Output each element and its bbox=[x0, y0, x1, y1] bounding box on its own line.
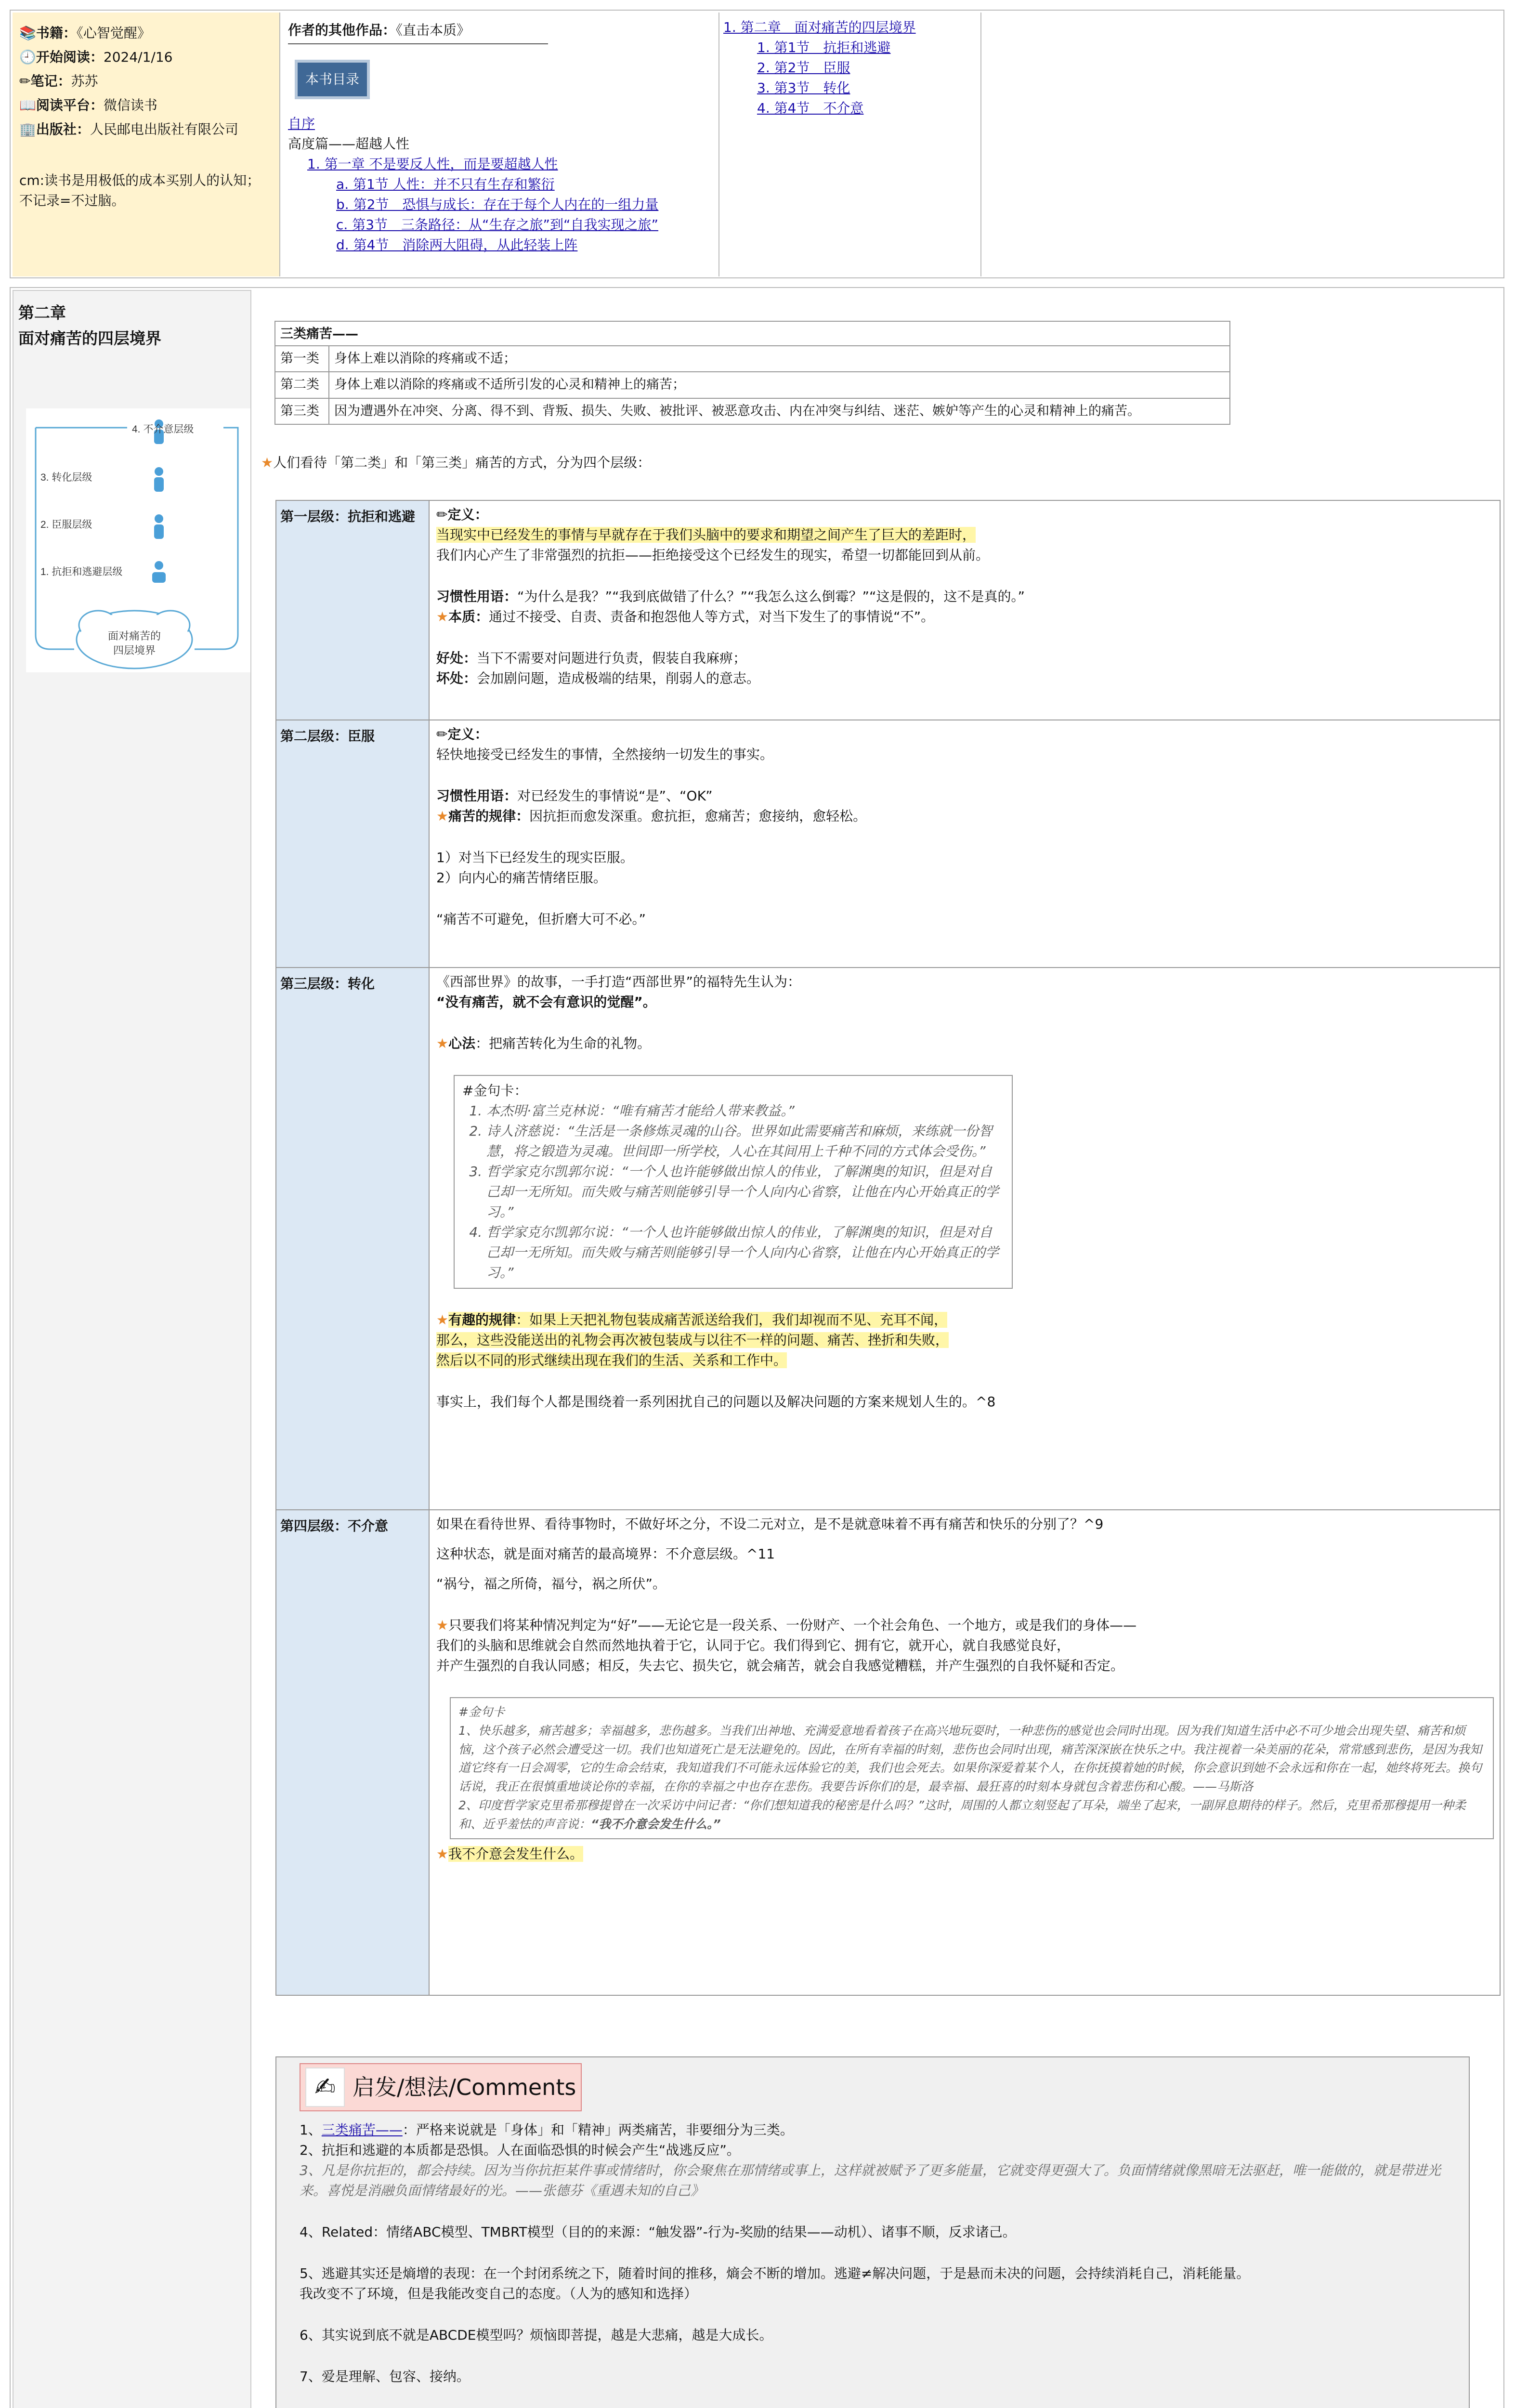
reader-icon: 📖 bbox=[19, 97, 36, 113]
header-panel bbox=[10, 10, 1504, 278]
works-title-label: 作者的其他作品： bbox=[288, 22, 396, 38]
quote-item: 4. 哲学家克尔凯郭尔说：“一个人也许能够做出惊人的伟业，了解渊奥的知识，但是对自己却一无所知。而失败与痛苦则能够引导一个人向内心省察，让他在内心开始真正的学习。” bbox=[486, 1222, 1004, 1283]
intro-text: 人们看待「第二类」和「第三类」痛苦的方式，分为四个层级： bbox=[273, 455, 651, 471]
reading-note-line1: cm:读书是用极低的成本买别人的认知； bbox=[19, 172, 261, 188]
level4-block bbox=[275, 1509, 1501, 1996]
chapter2-link[interactable]: 1. 第二章 面对痛苦的四层境界 bbox=[723, 19, 916, 35]
comment-text: 7、爱是理解、包容、接纳。 bbox=[300, 2369, 470, 2384]
book-label: 书籍： bbox=[36, 25, 77, 41]
pencil-icon: ✏ bbox=[436, 726, 448, 742]
level1-label: 第一层级：抗拒和逃避 bbox=[276, 501, 430, 720]
comment-text: 5、逃避其实还是熵增的表现：在一个封闭系统之下，随着时间的推移，熵会不断的增加。逃避≠解决问题，于是悬而未决的问题，会持续消耗自己，消耗能量。 bbox=[300, 2265, 1250, 2281]
level2-block bbox=[275, 720, 1501, 968]
star-icon: ★ bbox=[436, 808, 449, 824]
pain-table-header: 三类痛苦—— bbox=[275, 321, 1230, 346]
pencil-icon: ✏ bbox=[19, 73, 31, 89]
level4-body bbox=[431, 1510, 1500, 1868]
rule-text: 因抗拒而愈发深重。愈抗拒，愈痛苦；愈接纳，愈轻松。 bbox=[529, 808, 867, 824]
quote-item: 3. 哲学家克尔凯郭尔说：“一个人也许能够做出惊人的伟业，了解渊奥的知识，但是对自己却一无所知。而失败与痛苦则能够引导一个人向内心省察，让他在内心开始真正的学习。” bbox=[486, 1162, 1004, 1222]
quote-card-title: #金句卡： bbox=[462, 1083, 528, 1099]
list-item: 1）对当下已经发生的现实臣服。 bbox=[436, 850, 634, 865]
def-text: 轻快地接受已经发生的事情，全然接纳一切发生的事实。 bbox=[436, 746, 774, 762]
fact-text: 事实上，我们每个人都是围绕着一系列困扰自己的问题以及解决问题的方案来规划人生的。^8 bbox=[436, 1394, 996, 1410]
comment-text: ：严格来说就是「身体」和「精神」两类痛苦，非要细分为三类。 bbox=[402, 2122, 794, 2138]
section-link[interactable]: d. 第4节 消除两大阻碍，从此轻装上阵 bbox=[336, 237, 578, 253]
comment-text: 3、凡是你抗拒的，都会持续。因为当你抗拒某件事或情绪时，你会聚焦在那情绪或事上，这样就被赋予了更多能量，它就变得更强大了。负面情绪就像黑暗无法驱赶，唯一能做的，就是带进光来。喜悦是消融负面情绪最好的光。——张德芬《重遇未知的自己》 bbox=[300, 2162, 1441, 2199]
publisher-row bbox=[19, 119, 273, 140]
chapter-sidebar bbox=[13, 290, 251, 2408]
comments-header bbox=[300, 2063, 582, 2111]
final-line: 我不介意会发生什么。 bbox=[448, 1846, 584, 1862]
works-title-value: 《直击本质》 bbox=[396, 22, 470, 38]
platform-label: 阅读平台： bbox=[36, 97, 104, 113]
diagram-center-line2: 四层境界 bbox=[113, 644, 156, 656]
table-row bbox=[275, 346, 1230, 372]
def-line2: 我们内心产生了非常强烈的抗拒——拒绝接受这个已经发生的现实，希望一切都能回到从前。 bbox=[436, 547, 990, 563]
works-panel bbox=[281, 13, 719, 276]
pain-types-table bbox=[274, 321, 1230, 425]
platform-value: 微信读书 bbox=[103, 97, 157, 113]
section-link[interactable]: c. 第3节 三条路径：从“生存之旅”到“自我实现之旅” bbox=[336, 217, 659, 233]
chapter1-link[interactable]: 1. 第一章 不是要反人性，而是要超越人性 bbox=[307, 156, 558, 172]
reading-note-line2: 不记录=不过脑。 bbox=[19, 193, 125, 209]
part-title: 高度篇——超越人性 bbox=[288, 136, 410, 152]
story-line2: “没有痛苦，就不会有意识的觉醒”。 bbox=[436, 994, 656, 1010]
intro-line bbox=[261, 453, 651, 473]
pain-desc-cell: 身体上难以消除的疼痛或不适所引发的心灵和精神上的痛苦； bbox=[329, 372, 1230, 398]
publisher-label: 出版社： bbox=[36, 121, 90, 137]
level4-line: 这种状态，就是面对痛苦的最高境界：不介意层级。^11 bbox=[436, 1546, 775, 1562]
habit-text: 对已经发生的事情说“是”、“OK” bbox=[517, 788, 713, 804]
section-link[interactable]: b. 第2节 恐惧与成长：存在于每个人内在的一组力量 bbox=[336, 196, 659, 212]
publisher-value: 人民邮电出版社有限公司 bbox=[90, 121, 238, 137]
star-icon: ★ bbox=[436, 609, 449, 625]
def-line1: 当现实中已经发生的事情与早就存在于我们头脑中的要求和期望之间产生了巨大的差距时， bbox=[436, 527, 976, 543]
chapter-number: 第二章 bbox=[18, 303, 66, 322]
chapter-title: 面对痛苦的四层境界 bbox=[18, 328, 161, 348]
star-icon: ★ bbox=[436, 1617, 449, 1633]
publisher-icon: 🏢 bbox=[19, 121, 36, 137]
fun-line1: ：如果上天把礼物包装成痛苦派送给我们，我们却视而不见、充耳不闻， bbox=[516, 1312, 948, 1328]
level3-label: 第三层级：转化 bbox=[276, 968, 430, 1509]
table-row bbox=[275, 398, 1230, 425]
def-label: 定义： bbox=[447, 726, 488, 742]
notes-value: 苏苏 bbox=[71, 73, 98, 89]
fun-line2: 那么，这些没能送出的礼物会再次被包装成与以往不一样的问题、痛苦、挫折和失败， bbox=[436, 1332, 949, 1348]
star-icon: ★ bbox=[436, 1312, 449, 1328]
pain-type-cell: 第三类 bbox=[275, 398, 329, 425]
habit-text: “为什么是我？”“我到底做错了什么？”“我怎么这么倒霉？”“这是假的，这不是真的。” bbox=[517, 589, 1025, 604]
comment-text: 6、其实说到底不就是ABCDE模型吗？烦恼即菩提，越是大悲痛，越是大成长。 bbox=[300, 2327, 773, 2343]
section-link[interactable]: a. 第1节 人性：并不只有生存和繁衍 bbox=[336, 176, 555, 192]
pencil-icon: ✏ bbox=[436, 507, 448, 523]
good-text: 当下不需要对问题进行负责，假装自我麻痹； bbox=[477, 650, 747, 666]
toc-button[interactable]: 本书目录 bbox=[295, 60, 370, 99]
chapnav-item[interactable]: 2. 第2节 臣服 bbox=[757, 60, 850, 76]
level2-text: 2. 臣服层级 bbox=[40, 519, 92, 530]
level3-body bbox=[431, 968, 1500, 1416]
level2-body bbox=[431, 720, 1500, 933]
notes-label: 笔记： bbox=[30, 73, 71, 89]
preface-link[interactable]: 自序 bbox=[288, 116, 315, 131]
chapnav-item[interactable]: 1. 第1节 抗拒和逃避 bbox=[757, 39, 891, 55]
platform-row bbox=[19, 95, 273, 116]
level4-line: 只要我们将某种情况判定为“好”——无论它是一段关系、一份财产、一个社会角色、一个地方，或是我们的身体—— bbox=[448, 1617, 1137, 1633]
comment-num: 1、 bbox=[300, 2122, 322, 2138]
level4-text: 4. 不介意层级 bbox=[132, 424, 194, 435]
bad-text: 会加剧问题，造成极端的结果，削弱人的意志。 bbox=[477, 670, 760, 686]
fun-line3: 然后以不同的形式继续出现在我们的生活、关系和工作中。 bbox=[436, 1352, 787, 1368]
rule-label: 痛苦的规律： bbox=[448, 808, 530, 824]
start-value: 2024/1/16 bbox=[103, 49, 173, 65]
pain-types-link[interactable]: 三类痛苦—— bbox=[321, 2122, 403, 2138]
book-meta bbox=[13, 13, 280, 276]
quote-card bbox=[450, 1697, 1494, 1839]
chapnav-item[interactable]: 3. 第3节 转化 bbox=[757, 80, 850, 96]
comment-text: 2、抗拒和逃避的本质都是恐惧。人在面临恐惧的时候会产生“战逃反应”。 bbox=[300, 2142, 740, 2158]
def-label: 定义： bbox=[447, 507, 488, 523]
book-row bbox=[19, 23, 273, 43]
book-icon: 📚 bbox=[19, 25, 36, 41]
level2-label: 第二层级：臣服 bbox=[276, 720, 430, 967]
quote-item: 2. 诗人济慈说：“生活是一条修炼灵魂的山谷。世界如此需要痛苦和麻烦，来练就一份智慧，将之锻造为灵魂。世间即一所学校，人心在其间用上千种不同的方式体会受伤。” bbox=[486, 1121, 1004, 1162]
quote-item: 2、印度哲学家克里希那穆提曾在一次采访中问记者：“你们想知道我的秘密是什么吗？”这时，周围的人都立刻竖起了耳朵，端坐了起来，一副屏息期待的样子。然后，克里希那穆提用一种柔和、近乎羞怯的声音说： bbox=[458, 1798, 1466, 1831]
table-row bbox=[275, 372, 1230, 398]
level4-line: 并产生强烈的自我认同感；相反，失去它、损失它，就会痛苦，就会自我感觉糟糕，并产生强烈的自我怀疑和否定。 bbox=[436, 1658, 1124, 1674]
chapnav-item[interactable]: 4. 第4节 不介意 bbox=[757, 100, 864, 116]
chapter-nav bbox=[720, 13, 981, 276]
diagram-center-line1: 面对痛苦的 bbox=[107, 630, 161, 642]
mind-label: 心法 bbox=[448, 1035, 476, 1051]
quote-emphasis: “我不介意会发生什么。” bbox=[591, 1817, 721, 1831]
level4-label: 第四层级：不介意 bbox=[276, 1510, 430, 1995]
pain-desc-cell: 身体上难以消除的疼痛或不适； bbox=[329, 346, 1230, 372]
comment-text: 我改变不了环境，但是我能改变自己的态度。（人为的感知和选择） bbox=[300, 2286, 698, 2302]
notes-row bbox=[19, 71, 273, 92]
essence-text: 通过不接受、自责、责备和抱怨他人等方式，对当下发生了的事情说“不”。 bbox=[489, 609, 935, 625]
comment-text: 4、Related：情绪ABC模型、TMBRT模型（目的的来源：“触发器”-行为-奖励的结果——动机）、诸事不顺，反求诸己。 bbox=[300, 2224, 1016, 2240]
start-label: 开始阅读： bbox=[36, 49, 104, 65]
story-line1: 《西部世界》的故事，一手打造“西部世界”的福特先生认为： bbox=[436, 974, 801, 990]
good-label: 好处： bbox=[436, 650, 477, 666]
level4-line: “祸兮，福之所倚，福兮，祸之所伏”。 bbox=[436, 1576, 666, 1592]
star-icon: ★ bbox=[261, 455, 274, 471]
chapter-section bbox=[10, 287, 1504, 2408]
levels-diagram bbox=[26, 408, 250, 672]
level3-block bbox=[275, 967, 1501, 1510]
level4-line: 我们的头脑和思维就会自然而然地执着于它，认同于它。我们得到它、拥有它，就开心，就自我感觉良好， bbox=[436, 1637, 1071, 1653]
quote-card-title: #金句卡 bbox=[458, 1705, 505, 1719]
book-value: 《心智觉醒》 bbox=[76, 25, 151, 41]
pen-icon: ✍ bbox=[305, 2068, 345, 2107]
level4-line: 如果在看待世界、看待事物时，不做好坏之分，不设二元对立，是不是就意味着不再有痛苦和快乐的分别了？^9 bbox=[436, 1516, 1104, 1532]
clock-icon: 🕘 bbox=[19, 49, 36, 65]
pain-type-cell: 第一类 bbox=[275, 346, 329, 372]
level1-text: 1. 抗拒和逃避层级 bbox=[40, 566, 123, 577]
works-title bbox=[288, 20, 548, 44]
mind-text: ：把痛苦转化为生命的礼物。 bbox=[475, 1035, 651, 1051]
star-icon: ★ bbox=[436, 1035, 449, 1051]
reading-note bbox=[19, 170, 273, 211]
bad-label: 坏处： bbox=[436, 670, 477, 686]
start-row bbox=[19, 47, 273, 67]
level3-text: 3. 转化层级 bbox=[40, 472, 92, 483]
comments-title: 启发/想法/Comments bbox=[353, 2074, 576, 2100]
habit-label: 习惯性用语： bbox=[436, 788, 518, 804]
levels-diagram-svg bbox=[26, 408, 250, 672]
list-item: 2）向内心的痛苦情绪臣服。 bbox=[436, 870, 607, 886]
quote-item: 1、快乐越多，痛苦越多；幸福越多，悲伤越多。当我们出神地、充满爱意地看着孩子在高兴地玩耍时，一种悲伤的感觉也会同时出现。因为我们知道生活中必不可少地会出现失望、痛苦和烦恼，这个孩子必然会遭受这一切。我们也知道死亡是无法避免的。因此，在所有幸福的时刻，悲伤也会同时出现，痛苦深深嵌在快乐之中。我注视着一朵美丽的花朵，常常感到悲伤，是因为我知道它终有一日会凋零，它的生命会结束，我知道我们不可能永远体验它的美，我们也会死去。如果你深爱着某个人，在你抚摸着她的时候，你会意识到她不会永远和你在一起，她终将死去。换句话说，我正在很慎重地谈论你的幸福，在你的幸福之中也存在悲伤。我要告诉你们的是，最幸福、最狂喜的时刻本身就包含着悲伤和心酸。——马斯洛 bbox=[458, 1723, 1482, 1793]
level1-block bbox=[275, 500, 1501, 720]
quote-text: “痛苦不可避免，但折磨大可不必。” bbox=[436, 911, 646, 927]
quote-card bbox=[454, 1075, 1013, 1289]
fun-label: 有趣的规律 bbox=[448, 1312, 516, 1328]
quote-item: 1. 本杰明·富兰克林说：“唯有痛苦才能给人带来教益。” bbox=[486, 1101, 1004, 1121]
pain-desc-cell: 因为遭遇外在冲突、分离、得不到、背叛、损失、失败、被批评、被恶意攻击、内在冲突与纠结、迷茫、嫉妒等产生的心灵和精神上的痛苦。 bbox=[329, 398, 1230, 425]
comments-panel bbox=[275, 2056, 1470, 2408]
habit-label: 习惯性用语： bbox=[436, 589, 518, 604]
chapter-content bbox=[261, 290, 1503, 2408]
pain-type-cell: 第二类 bbox=[275, 372, 329, 398]
essence-label: 本质： bbox=[448, 609, 489, 625]
star-icon: ★ bbox=[436, 1846, 449, 1862]
level1-body bbox=[431, 501, 1500, 693]
